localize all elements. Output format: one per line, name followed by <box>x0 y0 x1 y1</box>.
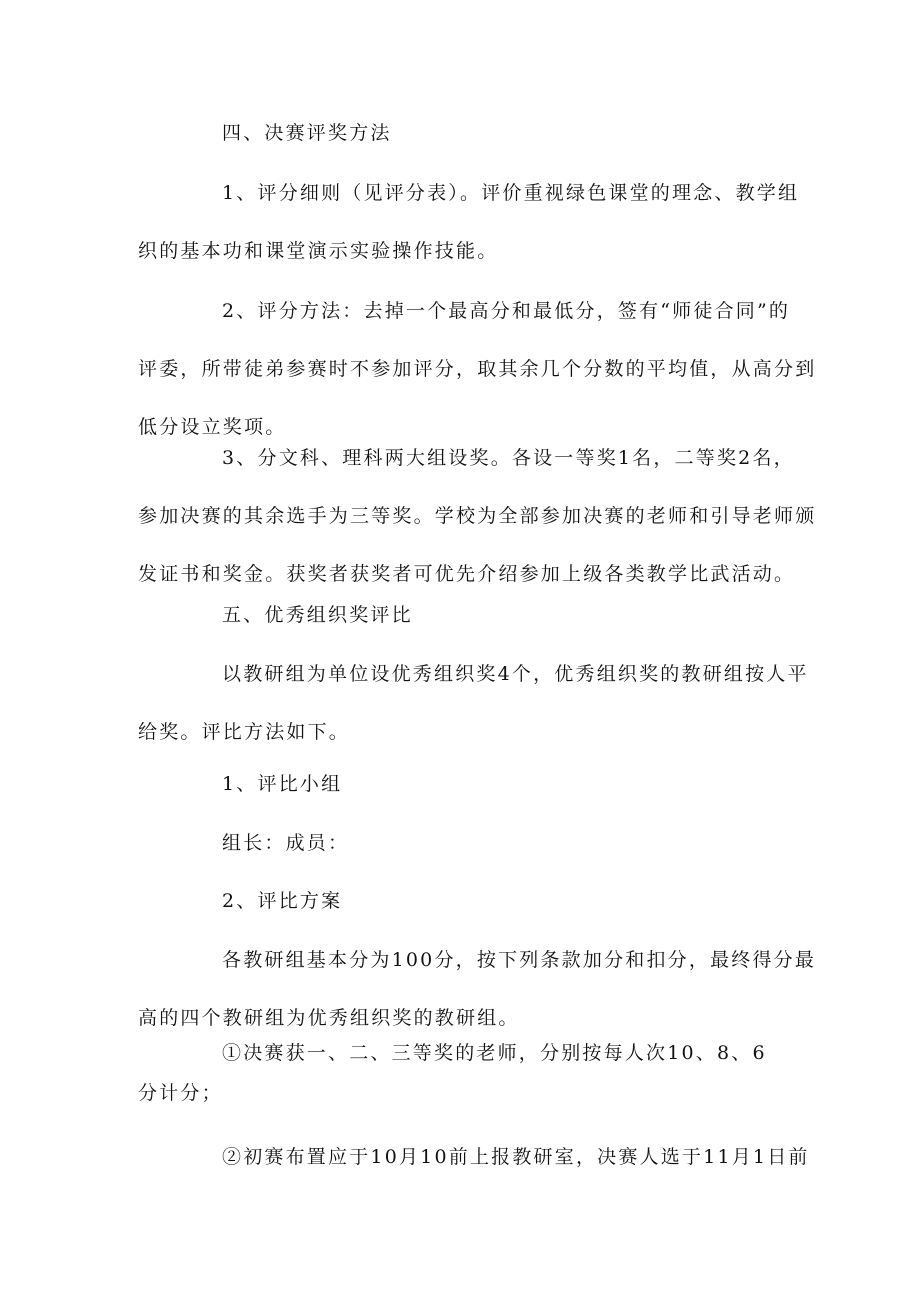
paragraph-scoring-rules <box>138 164 798 280</box>
text-line: 四、决赛评奖方法 <box>222 122 392 144</box>
text-line: 五、优秀组织奖评比 <box>222 604 413 626</box>
section-heading-final-award-method <box>138 104 798 162</box>
text-line: 组长：成员： <box>222 832 350 854</box>
text-line: 分计分； <box>138 1082 223 1104</box>
text-line: 各教研组基本分为100分，按下列条款加分和扣分，最终得分最 <box>222 949 817 971</box>
subheading-review-group <box>138 755 798 813</box>
text-line: 低分设立奖项。 <box>138 416 287 438</box>
text-line: 1、评比小组 <box>222 773 343 795</box>
text-line: 2、评比方案 <box>222 890 343 912</box>
text-line: 高的四个教研组为优秀组织奖的教研组。 <box>138 1007 520 1029</box>
paragraph-award-groups <box>138 429 817 603</box>
text-line: 3、分文科、理科两大组设奖。各设一等奖1名，二等奖2名， <box>222 447 795 469</box>
text-line: 评委，所带徒弟参赛时不参加评分，取其余几个分数的平均值，从高分到 <box>138 358 817 380</box>
paragraph-organization-award <box>138 645 809 761</box>
text-line: 织的基本功和课堂演示实验操作技能。 <box>138 240 499 262</box>
text-line: 发证书和奖金。获奖者获奖者可优先介绍参加上级各类教学比武活动。 <box>138 563 796 585</box>
subheading-review-plan <box>138 872 798 930</box>
text-line: 参加决赛的其余选手为三等奖。学校为全部参加决赛的老师和引导老师颁 <box>138 505 817 527</box>
text-line: 2、评分方法：去掉一个最高分和最低分，签有“师徒合同”的 <box>222 300 791 322</box>
text-line: 给奖。评比方法如下。 <box>138 721 351 743</box>
list-item-preliminary-schedule <box>138 1128 810 1186</box>
paragraph-base-score <box>138 931 817 1047</box>
text-line: 1、评分细则（见评分表）。评价重视绿色课堂的理念、教学组 <box>222 182 800 204</box>
text-line: ②初赛布置应于10月10前上报教研室，决赛人选于11月1日前 <box>222 1146 810 1168</box>
section-heading-excellent-organization <box>138 586 798 644</box>
paragraph-group-members <box>138 814 798 872</box>
list-item-final-awards <box>138 1033 798 1113</box>
text-line: 以教研组为单位设优秀组织奖4个，优秀组织奖的教研组按人平 <box>222 663 809 685</box>
text-line: ①决赛获一、二、三等奖的老师，分别按每人次10、8、6 <box>222 1042 767 1064</box>
